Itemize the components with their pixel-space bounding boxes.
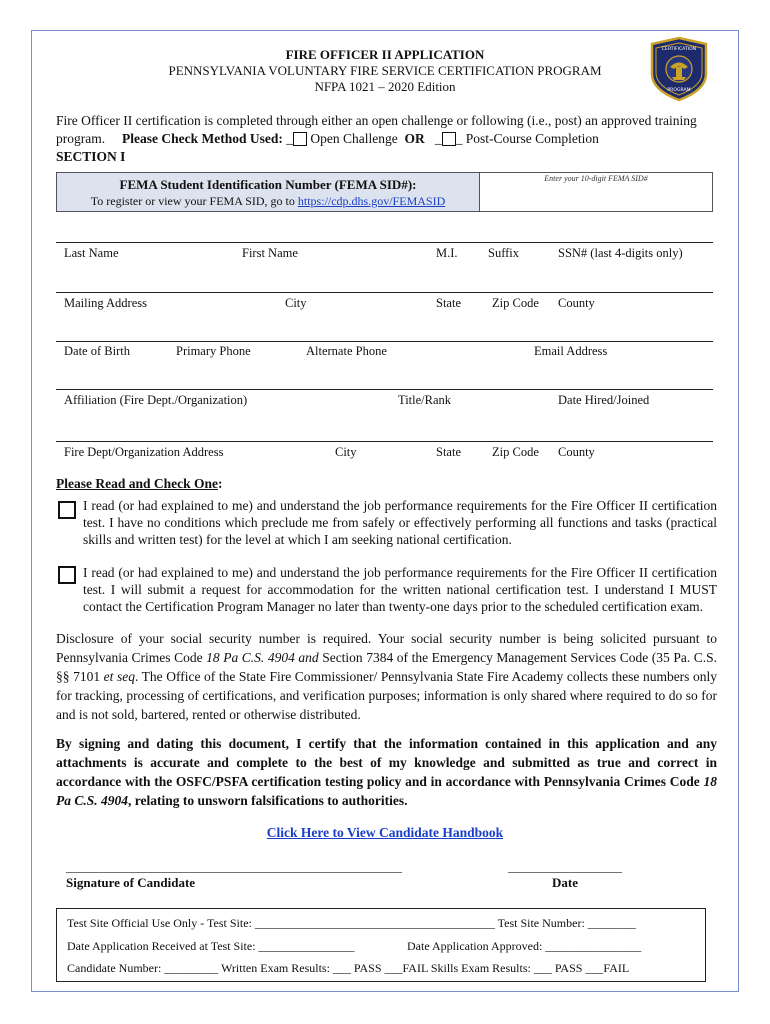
open-challenge-checkbox[interactable]: [293, 132, 307, 146]
open-challenge-label: Open Challenge: [310, 131, 398, 146]
badge-top-text: CERTIFICATION: [661, 47, 697, 52]
alternate-phone-label: Alternate Phone: [306, 344, 387, 358]
method-label: Please Check Method Used:: [121, 131, 283, 146]
accommodation-text: I read (or had explained to me) and understand the job performance requirements for the Fire Officer II certification test. I will submit a request for accommodation for the written national certification test. I understand I MUST contact the Certification Program Manager no later than twenty-one days prior to the scheduled certification exam.: [83, 565, 717, 614]
mailing-address-label: Mailing Address: [64, 296, 147, 310]
ssn-disclosure: Disclosure of your social security number is required. Your social security number is being solicited pursuant to Pennsylvania Crimes Code 18 Pa C.S. 4904 and Section 7384 of the Emergency Management Services Code (35 Pa. C.S. §§ 7101 et seq. The Office of the State Fire Commissioner/ Pennsylvania State Fire Academy collects these numbers only for tracking, processing of certifications, and verification purposes; information is only shared where required to do so for and is not sold, bartered, rented or otherwise distributed.: [56, 631, 718, 722]
fema-sid-input[interactable]: [480, 172, 713, 212]
date-received-line: Date Application Received at Test Site: ________________: [67, 939, 355, 953]
last-name-label: Last Name: [64, 246, 119, 260]
email-address-label: Email Address: [534, 344, 608, 358]
title-rank-label: Title/Rank: [398, 393, 452, 407]
fema-sid-link[interactable]: https://cdp.dhs.gov/FEMASID: [297, 194, 446, 208]
field-line: [56, 441, 713, 442]
section-heading: SECTION I: [56, 149, 126, 164]
date-hired-label: Date Hired/Joined: [558, 393, 650, 407]
suffix-label: Suffix: [488, 246, 520, 260]
date-line[interactable]: ___________________: [508, 860, 622, 874]
official-use-box: [56, 908, 706, 982]
no-accommodation-checkbox[interactable]: [58, 501, 76, 519]
signature-label: Signature of Candidate: [66, 875, 196, 890]
post-course-checkbox[interactable]: [442, 132, 456, 146]
first-name-label: First Name: [242, 246, 298, 260]
candidate-handbook-link[interactable]: Click Here to View Candidate Handbook: [266, 825, 504, 840]
fema-title: FEMA Student Identification Number (FEMA SID#):: [119, 177, 417, 192]
date-of-birth-label: Date of Birth: [64, 344, 130, 358]
field-line: [56, 242, 713, 243]
fema-register-line: [57, 194, 479, 209]
dept-city-label: City: [335, 445, 357, 459]
program-name: PENNSYLVANIA VOLUNTARY FIRE SERVICE CERTIFICATION PROGRAM: [168, 63, 602, 78]
dept-zip-label: Zip Code: [492, 445, 539, 459]
ssn-label: SSN# (last 4-digits only): [558, 246, 683, 260]
field-line: [56, 292, 713, 293]
intro-program-text: program.: [56, 131, 106, 146]
date-label: Date: [552, 875, 578, 890]
affiliation-label: Affiliation (Fire Dept./Organization): [64, 393, 248, 407]
exam-results-line: Candidate Number: _________ Written Exam Results: ___ PASS ___FAIL Skills Exam Results: ___ PASS ___FAIL: [67, 961, 630, 975]
fema-sid-placeholder: Enter your 10-digit FEMA SID#: [544, 174, 648, 183]
field-line: [56, 341, 713, 342]
dept-county-label: County: [558, 445, 595, 459]
field-line: [56, 389, 713, 390]
signature-line[interactable]: ________________________________________________________: [66, 860, 402, 874]
state-label: State: [436, 296, 461, 310]
county-label: County: [558, 296, 595, 310]
form-title: FIRE OFFICER II APPLICATION: [285, 47, 485, 62]
mi-label: M.I.: [436, 246, 458, 260]
post-course-label: Post-Course Completion: [465, 131, 599, 146]
test-site-line: Test Site Official Use Only - Test Site: ________________________________________ Test Site Number: ________: [67, 916, 636, 930]
edition: NFPA 1021 – 2020 Edition: [314, 79, 456, 94]
read-check-heading: Please Read and Check One:: [56, 476, 223, 491]
or-label: OR: [404, 131, 425, 146]
fema-register-text: To register or view your FEMA SID, go to: [90, 194, 295, 208]
dept-state-label: State: [436, 445, 461, 459]
certification-badge-logo: [648, 36, 710, 102]
date-approved-line: Date Application Approved: ________________: [407, 939, 642, 953]
badge-bottom-text: PROGRAM: [667, 88, 691, 93]
no-accommodation-text: I read (or had explained to me) and understand the job performance requirements for the Fire Officer II certification test. I have no conditions which preclude me from safely or effectively performing all functions and tasks (practical skills and written test) for the level at which I am seeking national certification.: [83, 498, 717, 547]
city-label: City: [285, 296, 307, 310]
handbook-link-wrap: [0, 825, 770, 841]
certification-statement: By signing and dating this document, I certify that the information contained in this application and any attachments is accurate and complete to the best of my knowledge and submitted as true and correct in accordance with the OSFC/PSFA certification testing policy and in accordance with Pennsylvania Crimes Code 18 Pa C.S. 4904, relating to unsworn falsifications to authorities.: [56, 736, 718, 808]
intro-line2: program. Please Check Method Used: _ Open Challenge OR _ _ Post-Course Completion: [56, 131, 599, 146]
accommodation-checkbox[interactable]: [58, 566, 76, 584]
intro-line1: Fire Officer II certification is completed through either an open challenge or following (i.e., post) an approved training: [56, 113, 697, 128]
primary-phone-label: Primary Phone: [176, 344, 251, 358]
zip-code-label: Zip Code: [492, 296, 539, 310]
dept-address-label: Fire Dept/Organization Address: [64, 445, 224, 459]
fema-sid-box: [56, 172, 480, 212]
